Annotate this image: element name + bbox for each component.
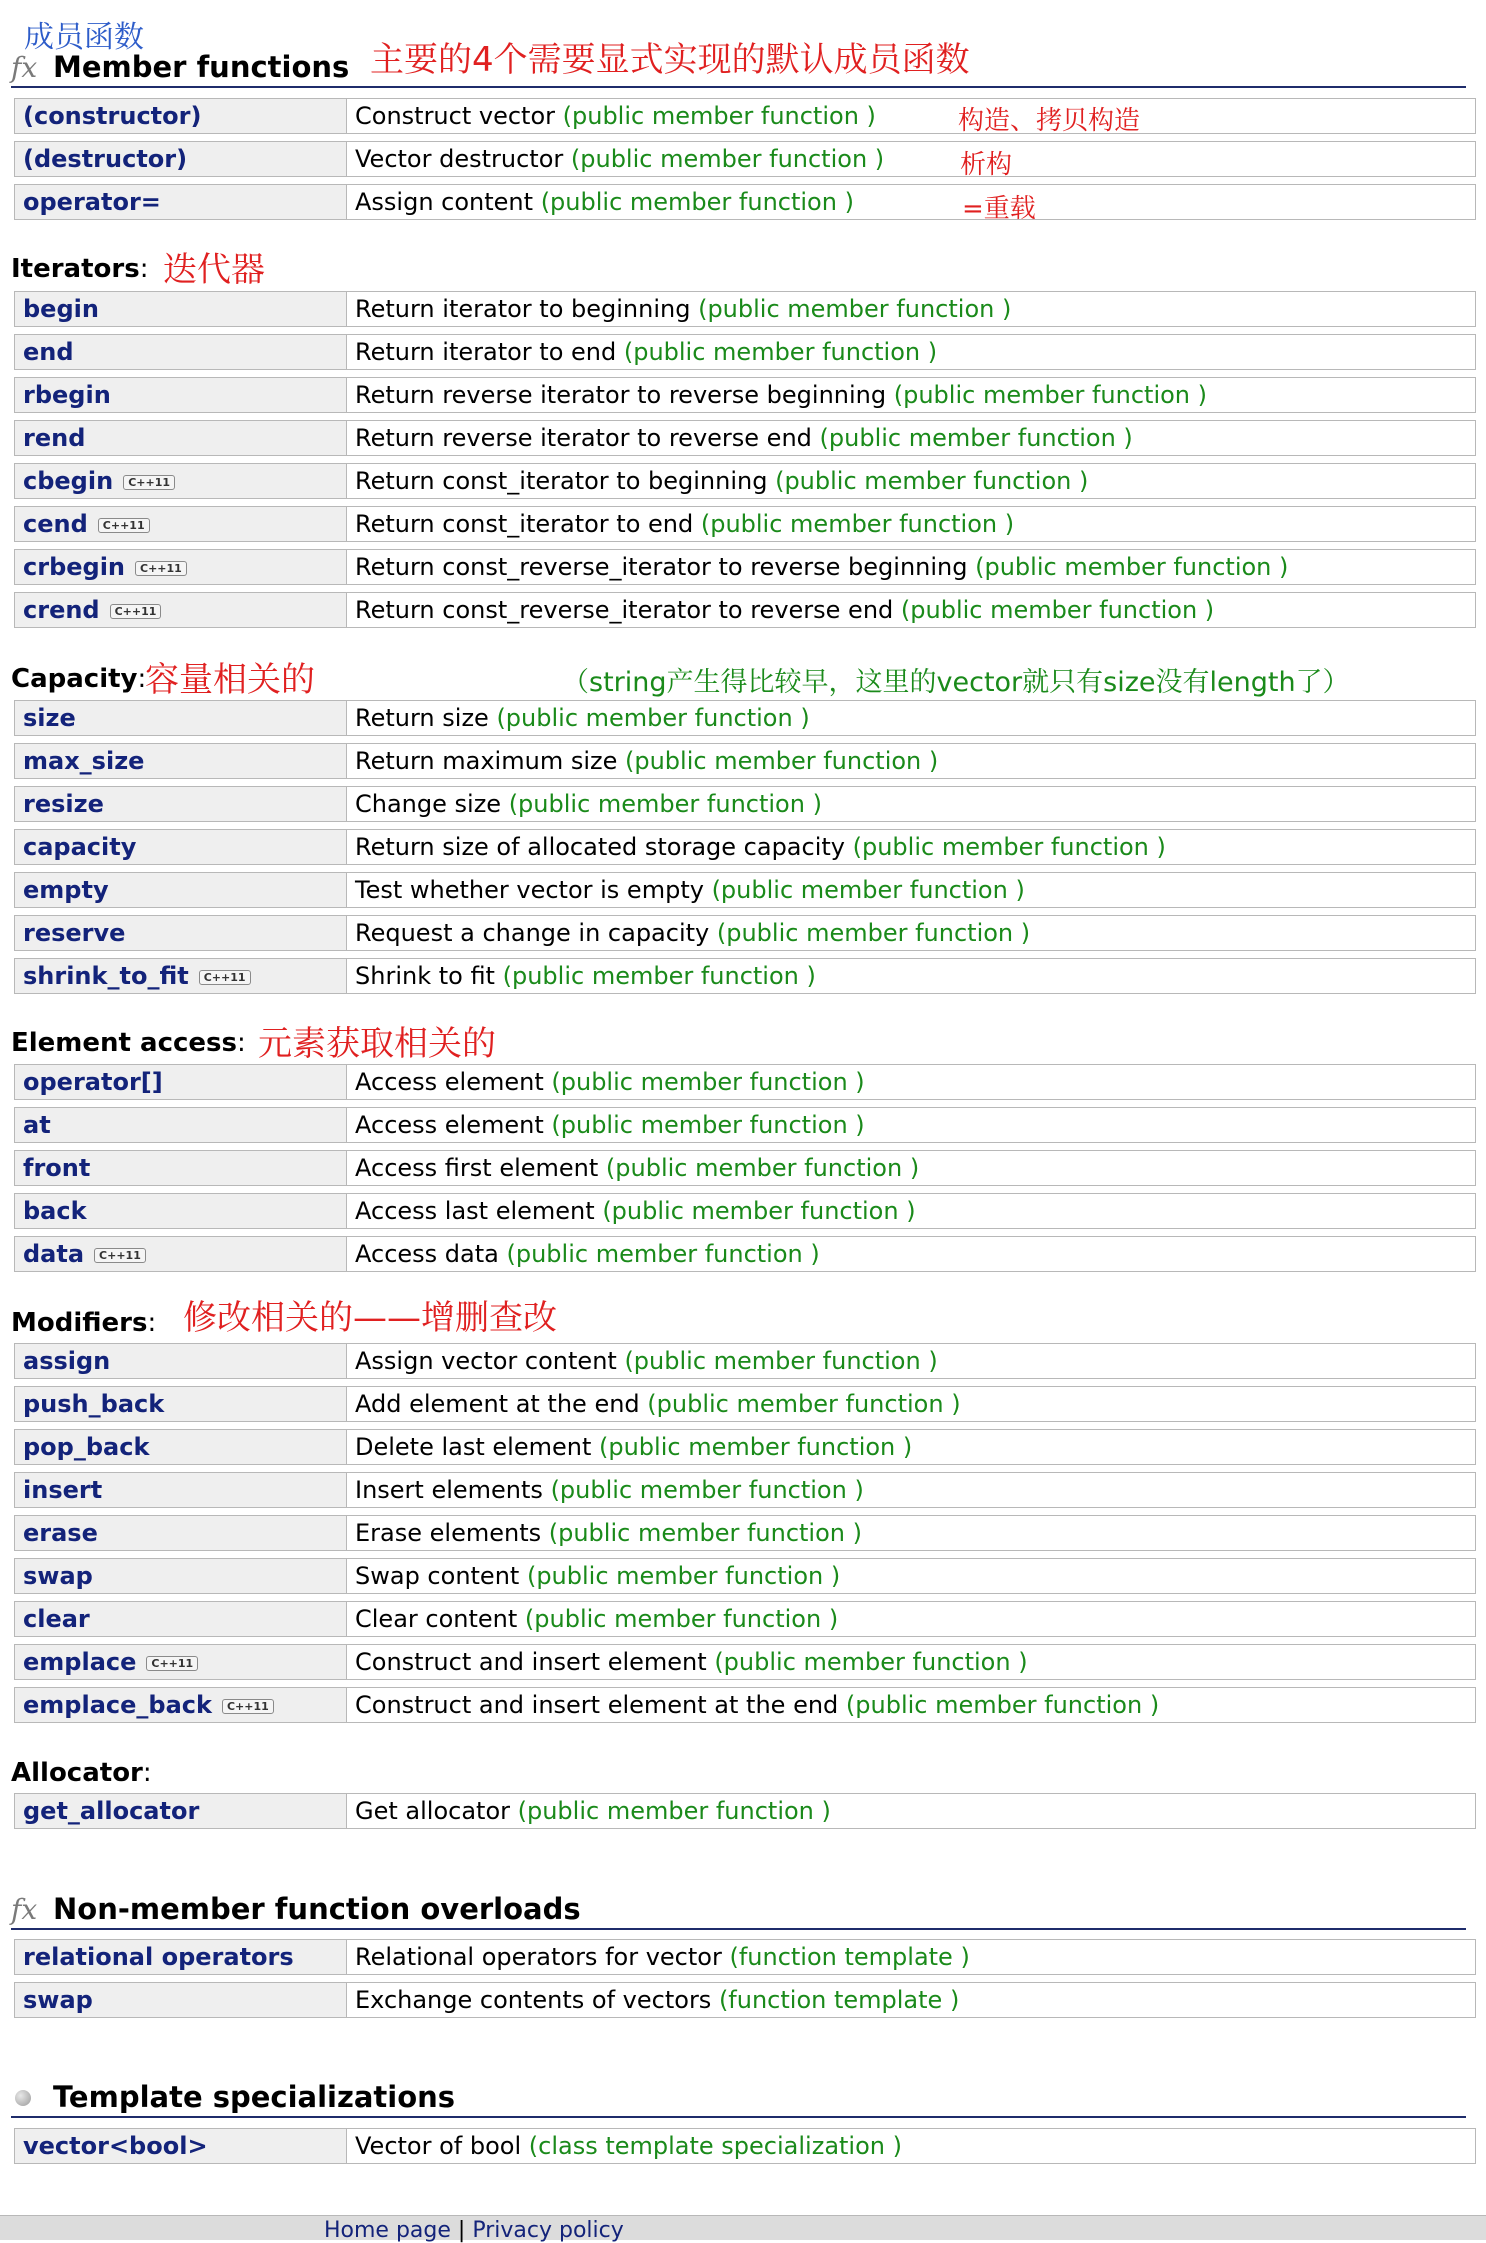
function-name-cell[interactable] [14,872,347,908]
function-description: Construct and insert element [355,1648,715,1676]
function-kind: (public member function ) [852,833,1166,861]
function-row [14,334,1476,370]
function-description-cell [347,1236,1476,1272]
function-row [14,2128,1476,2164]
function-description-cell [347,98,1476,134]
function-name-link[interactable]: swap [23,1986,93,2014]
footer-separator: | [450,2218,473,2243]
function-description: Access last element [355,1197,603,1225]
function-kind: (public member function ) [605,1154,920,1182]
function-row [14,1939,1476,1975]
function-description: Change size [355,790,509,818]
function-description-cell [347,915,1476,951]
function-name-cell[interactable] [14,1107,347,1143]
function-kind: (function template ) [729,1943,970,1971]
function-kind: (public member function ) [540,188,854,216]
function-name-cell[interactable] [14,829,347,865]
function-description-cell [347,2128,1476,2164]
function-kind: (public member function ) [502,962,816,990]
allocator-heading: Allocator: [11,1758,152,1788]
function-row [14,1064,1476,1100]
assign-note: =重载 [962,194,1036,224]
cpp11-badge-icon: C++11 [222,1699,274,1714]
non-member-table [14,1932,1476,2025]
function-row [14,1515,1476,1551]
function-name-cell[interactable] [14,1236,347,1272]
element-access-table [14,1057,1476,1279]
function-description-cell [347,1601,1476,1637]
function-name-link[interactable]: cend [23,510,88,538]
function-description: Relational operators for vector [355,1943,730,1971]
function-name-cell[interactable] [14,1472,347,1508]
template-spec-title: Template specializations [53,2080,456,2114]
function-name-link[interactable]: back [23,1197,87,1225]
function-kind: (public member function ) [570,145,885,173]
function-kind: (public member function ) [624,1347,938,1375]
function-kind: (public member function ) [599,1433,913,1461]
function-kind: (public member function ) [893,381,1208,409]
function-description: Return iterator to end [355,338,624,366]
fx-icon: fx [11,51,38,84]
function-row [14,377,1476,413]
function-description-cell [347,1386,1476,1422]
function-row [14,1982,1476,2018]
function-description: Exchange contents of vectors [355,1986,719,2014]
cpp11-badge-icon: C++11 [146,1656,198,1671]
member-functions-title: Member functions [53,50,350,84]
function-description-cell [347,1515,1476,1551]
function-row [14,549,1476,585]
function-name-link[interactable]: (destructor) [23,145,188,173]
function-description-cell [347,1193,1476,1229]
function-description-cell [347,141,1476,177]
iterators-table [14,284,1476,635]
function-name-link[interactable]: insert [23,1476,103,1504]
function-row [14,1601,1476,1637]
function-name-link[interactable]: rend [23,424,86,452]
function-name-cell[interactable] [14,1687,347,1723]
function-name-cell[interactable] [14,958,347,994]
function-row [14,1687,1476,1723]
function-name-cell[interactable] [14,1150,347,1186]
function-kind: (public member function ) [526,1562,841,1590]
function-name-cell[interactable] [14,377,347,413]
element-access-note: 元素获取相关的 [258,1024,496,1064]
function-description-cell [347,184,1476,220]
cpp11-badge-icon: C++11 [98,518,150,533]
function-name-link[interactable]: pop_back [23,1433,150,1461]
function-name-cell[interactable] [14,1064,347,1100]
function-description: Return reverse iterator to reverse beginning [355,381,894,409]
function-name-cell[interactable] [14,420,347,456]
function-kind: (public member function ) [506,1240,820,1268]
function-row [14,786,1476,822]
footer-links [324,2218,624,2243]
function-kind: (public member function ) [711,876,1025,904]
modifiers-note: 修改相关的——增删查改 [183,1298,557,1338]
function-kind: (public member function ) [845,1691,1160,1719]
function-description-cell [347,291,1476,327]
function-name-link[interactable]: begin [23,295,99,323]
function-name-link[interactable]: crend [23,596,100,624]
function-description: Delete last element [355,1433,599,1461]
function-kind: (public member function ) [562,102,876,130]
function-description: Construct vector [355,102,563,130]
privacy-policy-link[interactable]: Privacy policy [472,2218,624,2243]
function-row [14,291,1476,327]
function-name-cell[interactable] [14,2128,347,2164]
function-name-link[interactable]: resize [23,790,104,818]
function-description-cell [347,463,1476,499]
function-description-cell [347,1107,1476,1143]
allocator-table [14,1786,1476,1836]
function-name-cell[interactable] [14,1939,347,1975]
function-row [14,1150,1476,1186]
function-name-link[interactable]: push_back [23,1390,165,1418]
member-functions-cn-label: 成员函数 [24,20,144,55]
function-description: Erase elements [355,1519,549,1547]
function-name-link[interactable]: capacity [23,833,137,861]
function-kind: (public member function ) [700,510,1015,538]
function-kind: (public member function ) [551,1111,865,1139]
function-name-link[interactable]: erase [23,1519,98,1547]
function-name-cell[interactable] [14,743,347,779]
function-name-cell[interactable] [14,1386,347,1422]
function-name-link[interactable]: at [23,1111,51,1139]
function-kind: (public member function ) [819,424,1133,452]
function-name-link[interactable]: size [23,704,76,732]
function-name-cell[interactable] [14,334,347,370]
function-kind: (public member function ) [508,790,822,818]
element-access-heading: Element access: [11,1028,246,1058]
function-name-cell[interactable] [14,98,347,134]
modifiers-table [14,1336,1476,1730]
function-description-cell [347,1687,1476,1723]
function-name-cell[interactable] [14,141,347,177]
function-name-link[interactable]: end [23,338,74,366]
function-description-cell [347,592,1476,628]
function-name-cell[interactable] [14,1982,347,2018]
function-kind: (public member function ) [698,295,1012,323]
function-name-link[interactable]: crbegin [23,553,126,581]
function-kind: (public member function ) [625,747,939,775]
function-kind: (public member function ) [647,1390,961,1418]
function-description: Access element [355,1111,552,1139]
function-name-cell[interactable] [14,1558,347,1594]
capacity-table [14,693,1476,1001]
function-name-cell[interactable] [14,592,347,628]
function-row [14,872,1476,908]
function-description: Vector of bool [355,2132,529,2160]
function-name-link[interactable]: cbegin [23,467,114,495]
function-description-cell [347,1343,1476,1379]
function-description: Clear content [355,1605,525,1633]
non-member-header [11,1892,1466,1930]
function-description-cell [347,872,1476,908]
function-row [14,1343,1476,1379]
iterators-heading: Iterators: [11,254,149,284]
function-row [14,1236,1476,1272]
cpp11-badge-icon: C++11 [135,561,187,576]
function-name-link[interactable]: operator= [23,188,161,216]
function-description: Return size [355,704,497,732]
template-spec-table [14,2121,1476,2171]
function-row [14,1472,1476,1508]
function-kind: (public member function ) [550,1476,864,1504]
function-name-link[interactable]: max_size [23,747,145,775]
function-kind: (public member function ) [496,704,810,732]
function-description: Return maximum size [355,747,625,775]
constructor-note: 构造、拷贝构造 [958,106,1141,136]
function-description-cell [347,377,1476,413]
function-name-cell[interactable] [14,291,347,327]
function-description-cell [347,786,1476,822]
function-row [14,1793,1476,1829]
function-description-cell [347,1064,1476,1100]
function-kind: (public member function ) [716,919,1031,947]
function-kind: (public member function ) [623,338,938,366]
function-description: Vector destructor [355,145,571,173]
cpp11-badge-icon: C++11 [199,970,251,985]
function-name-link[interactable]: shrink_to_fit [23,962,189,990]
function-description-cell [347,1644,1476,1680]
function-name-cell[interactable] [14,1644,347,1680]
function-row [14,915,1476,951]
function-row [14,1386,1476,1422]
function-description: Request a change in capacity [355,919,717,947]
function-description: Insert elements [355,1476,551,1504]
function-description-cell [347,1558,1476,1594]
function-description: Return const_iterator to end [355,510,701,538]
function-name-link[interactable]: front [23,1154,91,1182]
function-kind: (function template ) [718,1986,960,2014]
function-name-cell[interactable] [14,1193,347,1229]
function-row [14,1558,1476,1594]
function-name-link[interactable]: rbegin [23,381,111,409]
function-description-cell [347,958,1476,994]
template-spec-header [11,2080,1466,2118]
function-name-cell[interactable] [14,1793,347,1829]
function-kind: (public member function ) [548,1519,862,1547]
function-row [14,1644,1476,1680]
member-functions-table [14,91,1476,227]
cpp11-badge-icon: C++11 [123,475,175,490]
function-description: Return const_reverse_iterator to reverse beginning [355,553,976,581]
function-row [14,1193,1476,1229]
function-name-cell[interactable] [14,915,347,951]
cpp11-badge-icon: C++11 [94,1248,146,1263]
function-name-cell[interactable] [14,506,347,542]
modifiers-heading: Modifiers: [11,1308,157,1338]
function-row [14,463,1476,499]
fx-icon: fx [11,1893,38,1926]
non-member-title: Non-member function overloads [53,1892,581,1926]
function-row [14,958,1476,994]
bullet-icon [15,2090,31,2106]
function-name-link[interactable]: operator[] [23,1068,163,1096]
function-kind: (public member function ) [602,1197,916,1225]
function-description: Add element at the end [355,1390,648,1418]
function-description: Swap content [355,1562,527,1590]
function-name-cell[interactable] [14,184,347,220]
function-kind: (public member function ) [524,1605,839,1633]
function-description: Return size of allocated storage capacity [355,833,853,861]
function-description-cell [347,743,1476,779]
function-name-cell[interactable] [14,1601,347,1637]
function-name-link[interactable]: swap [23,1562,93,1590]
function-name-cell[interactable] [14,786,347,822]
function-description-cell [347,1429,1476,1465]
footer [0,2215,1486,2243]
function-name-link[interactable]: relational operators [23,1943,294,1971]
function-row [14,98,1476,134]
capacity-heading: Capacity: [11,664,147,694]
function-kind: (public member function ) [975,553,1289,581]
function-description: Get allocator [355,1797,518,1825]
function-description-cell [347,1982,1476,2018]
function-name-cell[interactable] [14,1343,347,1379]
function-description-cell [347,1939,1476,1975]
function-row [14,506,1476,542]
function-name-link[interactable]: (constructor) [23,102,202,130]
function-kind: (public member function ) [775,467,1089,495]
function-description: Shrink to fit [355,962,503,990]
function-row [14,420,1476,456]
function-description: Access element [355,1068,552,1096]
function-description-cell [347,1793,1476,1829]
function-name-cell[interactable] [14,463,347,499]
function-name-cell[interactable] [14,700,347,736]
function-description: Access data [355,1240,507,1268]
function-name-link[interactable]: vector<bool> [23,2132,208,2160]
function-description: Assign content [355,188,541,216]
function-row [14,829,1476,865]
function-name-link[interactable]: reserve [23,919,126,947]
function-name-link[interactable]: data [23,1240,85,1268]
member-main-note: 主要的4个需要显式实现的默认成员函数 [370,40,970,80]
function-name-link[interactable]: assign [23,1347,111,1375]
function-row [14,1429,1476,1465]
function-description-cell [347,420,1476,456]
function-kind: (public member function ) [900,596,1215,624]
function-description-cell [347,829,1476,865]
function-name-link[interactable]: emplace [23,1648,137,1676]
function-description: Test whether vector is empty [355,876,712,904]
home-page-link[interactable]: Home page [324,2218,451,2243]
capacity-remark: （string产生得比较早，这里的vector就只有size没有length了） [562,667,1350,698]
function-kind: (public member function ) [551,1068,865,1096]
function-description: Return iterator to beginning [355,295,699,323]
function-row [14,1107,1476,1143]
function-name-link[interactable]: emplace_back [23,1691,212,1719]
function-row [14,141,1476,177]
function-description: Access first element [355,1154,606,1182]
function-row [14,743,1476,779]
function-description-cell [347,1150,1476,1186]
function-description: Return const_reverse_iterator to reverse end [355,596,901,624]
function-name-link[interactable]: get_allocator [23,1797,200,1825]
capacity-note: 容量相关的 [145,660,315,700]
function-description-cell [347,334,1476,370]
function-name-link[interactable]: clear [23,1605,90,1633]
function-description-cell [347,506,1476,542]
function-description: Construct and insert element at the end [355,1691,846,1719]
function-kind: (public member function ) [517,1797,831,1825]
cpp11-badge-icon: C++11 [110,604,162,619]
function-row [14,700,1476,736]
function-kind: (public member function ) [714,1648,1028,1676]
function-description: Assign vector content [355,1347,625,1375]
function-name-cell[interactable] [14,1429,347,1465]
function-name-link[interactable]: empty [23,876,109,904]
function-description: Return reverse iterator to reverse end [355,424,820,452]
function-row [14,184,1476,220]
function-description-cell [347,700,1476,736]
destructor-note: 析构 [960,150,1013,180]
function-name-cell[interactable] [14,1515,347,1551]
function-description-cell [347,1472,1476,1508]
function-name-cell[interactable] [14,549,347,585]
function-row [14,592,1476,628]
function-kind: (class template specialization ) [528,2132,902,2160]
function-description-cell [347,549,1476,585]
iterators-note: 迭代器 [163,250,265,290]
function-description: Return const_iterator to beginning [355,467,776,495]
